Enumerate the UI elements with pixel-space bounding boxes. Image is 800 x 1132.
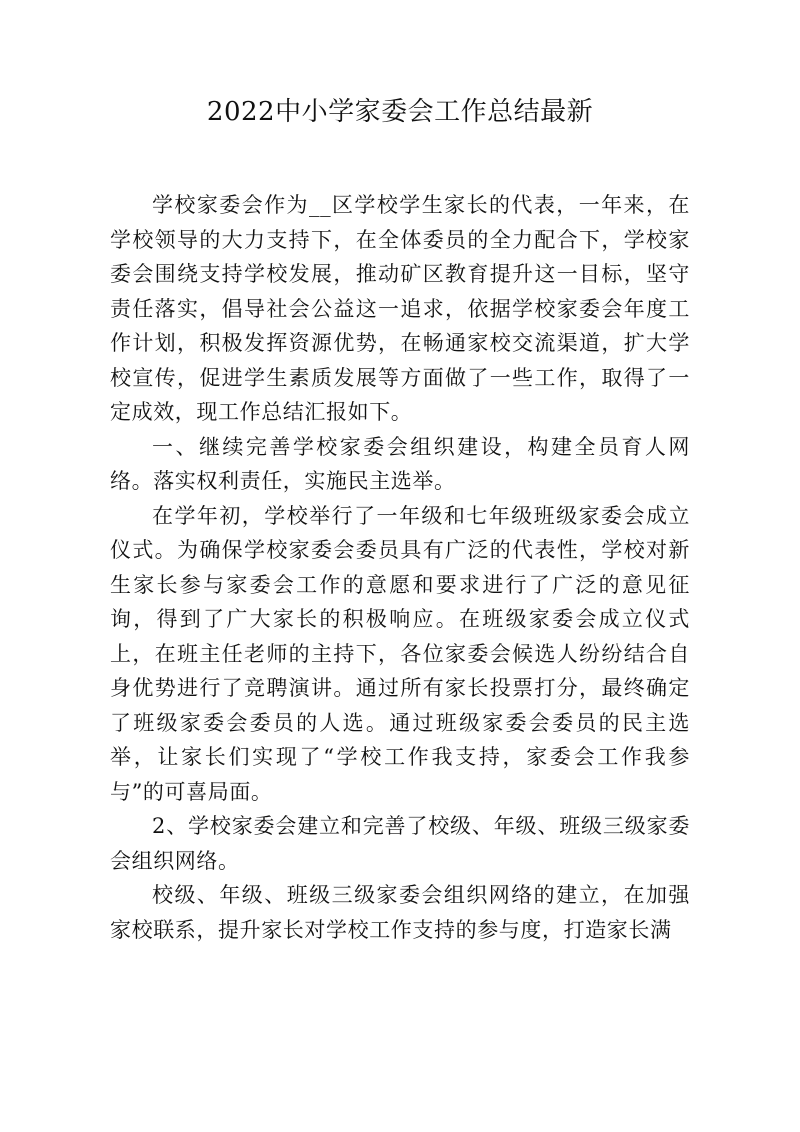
document-body — [110, 188, 690, 947]
paragraph-election: 在学年初，学校举行了一年级和七年级班级家委会成立仪式。为确保学校家委会委员具有广泛的代表性，学校对新生家长参与家委会工作的意愿和要求进行了广泛的意见征询，得到了广大家长的积极响应。在班级家委会成立仪式上，在班主任老师的主持下，各位家委会候选人纷纷结合自身优势进行了竞聘演讲。通过所有家长投票打分，最终确定了班级家委会委员的人选。通过班级家委会委员的民主选举，让家长们实现了“学校工作我支持，家委会工作我参与”的可喜局面。 — [110, 503, 690, 804]
paragraph-network: 校级、年级、班级三级家委会组织网络的建立，在加强家校联系，提升家长对学校工作支持的参与度，打造家长满 — [110, 883, 690, 942]
paragraph-intro: 学校家委会作为__区学校学生家长的代表，一年来，在学校领导的大力支持下，在全体委员的全力配合下，学校家委会围绕支持学校发展，推动矿区教育提升这一目标，坚守责任落实，倡导社会公益这一追求，依据学校家委会年度工作计划，积极发挥资源优势，在畅通家校交流渠道，扩大学校宣传，促进学生素质发展等方面做了一些工作，取得了一定成效，现工作总结汇报如下。 — [110, 193, 690, 424]
paragraph-section-heading-1: 一、继续完善学校家委会组织建设，构建全员育人网络。落实权利责任，实施民主选举。 — [110, 434, 690, 493]
document-title: 2022中小学家委会工作总结最新 — [206, 97, 594, 127]
paragraph-section-heading-2: 2、学校家委会建立和完善了校级、年级、班级三级家委会组织网络。 — [110, 814, 690, 873]
